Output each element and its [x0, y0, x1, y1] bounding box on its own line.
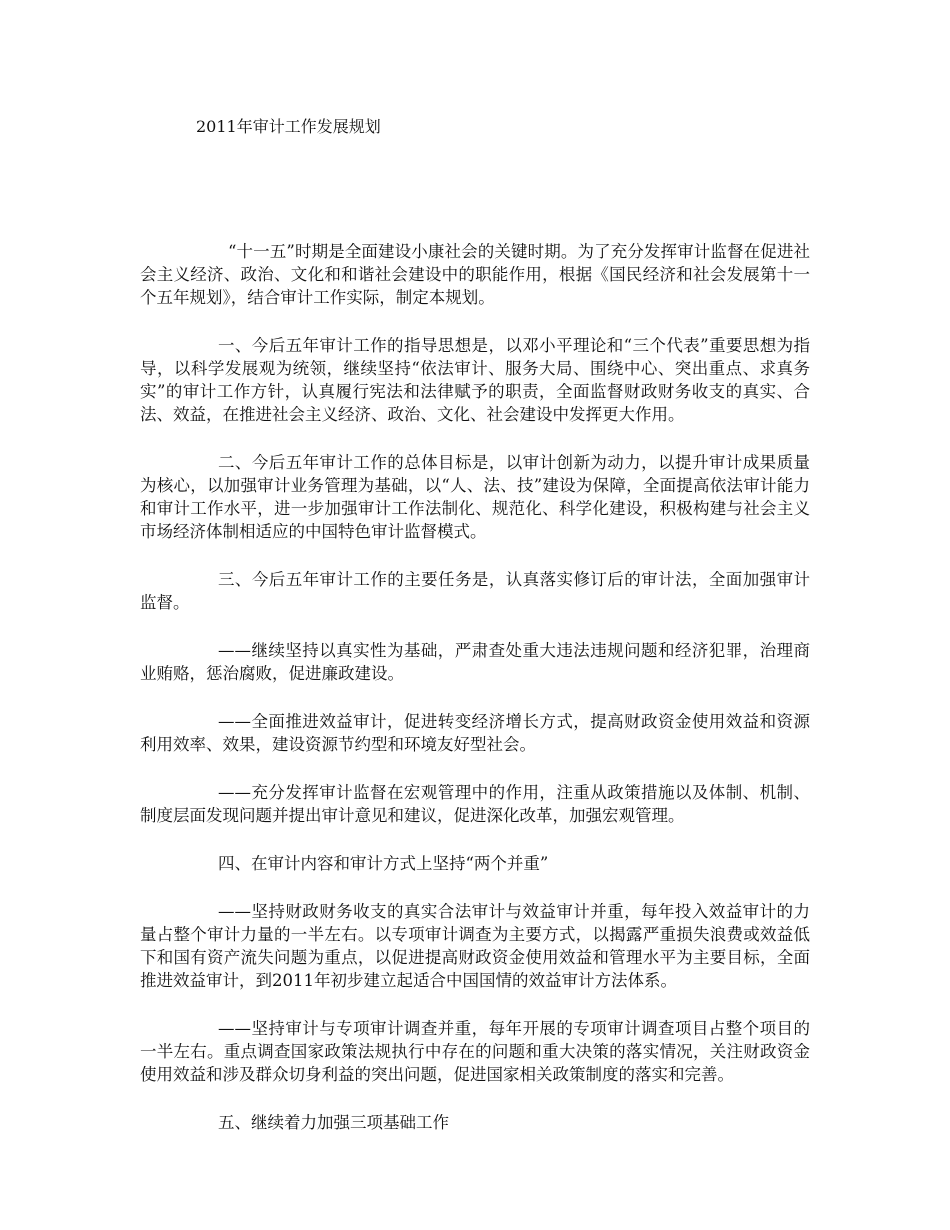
paragraph-overall-goal: 二、今后五年审计工作的总体目标是，以审计创新为动力，以提升审计成果质量为核心，以加强审计业务管理为基础，以“人、法、技”建设为保障，全面提高依法审计能力和审计工作水平，进一步加强审计工作法制化、规范化、科学化建设，积极构建与社会主义市场经济体制相适应的中国特色审计监督模式。	[140, 453, 810, 541]
paragraph-main-tasks: 三、今后五年审计工作的主要任务是，认真落实修订后的审计法，全面加强审计监督。	[140, 570, 810, 612]
document-title: 2011年审计工作发展规划	[196, 117, 381, 136]
paragraph-task-efficiency: ——全面推进效益审计，促进转变经济增长方式，提高财政资金使用效益和资源利用效率、效果，建设资源节约型和环境友好型社会。	[140, 712, 810, 754]
paragraph-task-macro: ——充分发挥审计监督在宏观管理中的作用，注重从政策措施以及体制、机制、制度层面发现问题并提出审计意见和建议，促进深化改革，加强宏观管理。	[140, 783, 810, 825]
paragraph-task-authenticity: ——继续坚持以真实性为基础，严肃查处重大违法违规问题和经济犯罪，治理商业贿赂，惩治腐败，促进廉政建设。	[140, 641, 810, 683]
document-body	[140, 240, 810, 1159]
paragraph-dual-emphasis-audit: ——坚持财政财务收支的真实合法审计与效益审计并重，每年投入效益审计的力量占整个审计力量的一半左右。以专项审计调查为主要方式，以揭露严重损失浪费或效益低下和国有资产流失问题为重点，以促进提高财政资金使用效益和管理水平为主要目标，全面推进效益审计，到2011年初步建立起适合中国国情的效益审计方法体系。	[140, 902, 810, 990]
paragraph-intro: “十一五”时期是全面建设小康社会的关键时期。为了充分发挥审计监督在促进社会主义经济、政治、文化和和谐社会建设中的职能作用，根据《国民经济和社会发展第十一个五年规划》，结合审计工作实际，制定本规划。	[140, 242, 810, 307]
paragraph-section-four-heading: 四、在审计内容和审计方式上坚持“两个并重”	[218, 854, 549, 873]
paragraph-section-five-heading: 五、继续着力加强三项基础工作	[218, 1113, 449, 1132]
paragraph-guiding-ideology: 一、今后五年审计工作的指导思想是，以邓小平理论和“三个代表”重要思想为指导，以科学发展观为统领，继续坚持“依法审计、服务大局、围绕中心、突出重点、求真务实”的审计工作方针，认真履行宪法和法律赋予的职责，全面监督财政财务收支的真实、合法、效益，在推进社会主义经济、政治、文化、社会建设中发挥更大作用。	[140, 336, 810, 424]
paragraph-dual-emphasis-survey: ——坚持审计与专项审计调查并重，每年开展的专项审计调查项目占整个项目的一半左右。重点调查国家政策法规执行中存在的问题和重大决策的落实情况，关注财政资金使用效益和涉及群众切身利益的突出问题，促进国家相关政策制度的落实和完善。	[140, 1019, 810, 1084]
